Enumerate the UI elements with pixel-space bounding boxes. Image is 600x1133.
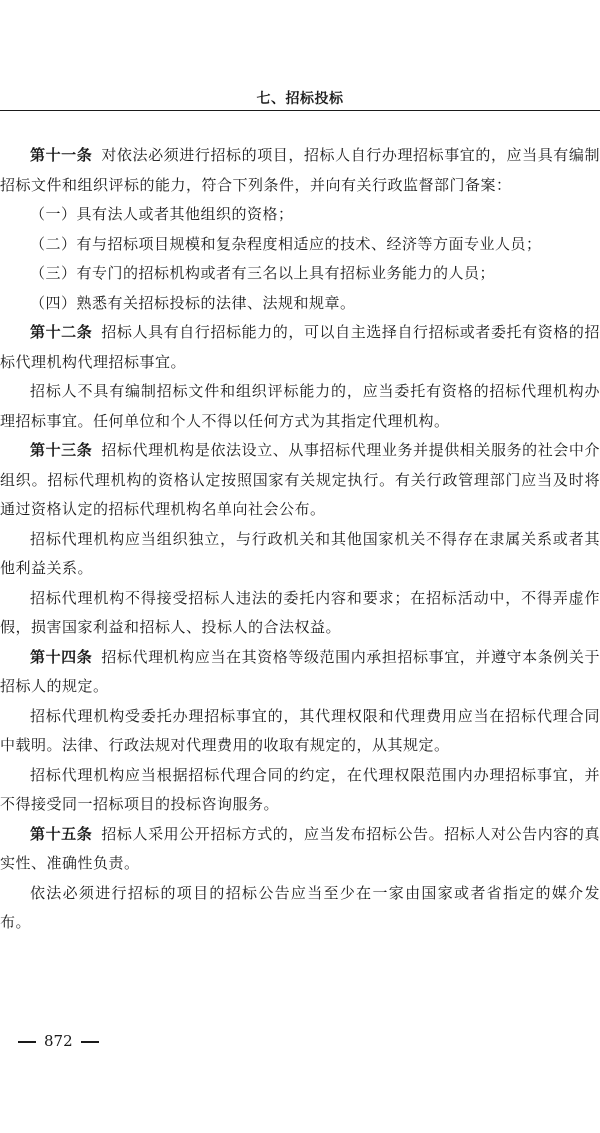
list-item: （四）熟悉有关招标投标的法律、法规和规章。: [30, 293, 356, 312]
list-item: （三）有专门的招标机构或者有三名以上具有招标业务能力的人员；: [30, 264, 496, 282]
paragraph: 招标人不具有编制招标文件和组织评标能力的，应当委托有资格的招标代理机构办理招标事宜。任何单位和个人不得以任何方式为其指定代理机构。: [0, 382, 600, 430]
article-11: [0, 141, 600, 200]
article-number: 第十四条: [30, 647, 93, 666]
article-text: 对依法必须进行招标的项目，招标人自行办理招标事宜的，应当具有编制招标文件和组织评标的能力，符合下列条件，并向有关行政监督部门备案：: [0, 146, 600, 194]
paragraph: 招标代理机构不得接受招标人违法的委托内容和要求；在招标活动中，不得弄虚作假，损害国家利益和招标人、投标人的合法权益。: [0, 588, 600, 636]
paragraph: 招标代理机构应当根据招标代理合同的约定，在代理权限范围内办理招标事宜，并不得接受同一招标项目的投标咨询服务。: [0, 765, 600, 813]
list-item: （一）具有法人或者其他组织的资格；: [30, 205, 294, 223]
article-number: 第十五条: [30, 824, 93, 843]
header-rule: [0, 110, 600, 111]
dash-left: [18, 1041, 36, 1043]
article-text: 招标代理机构应当在其资格等级范围内承担招标事宜，并遵守本条例关于招标人的规定。: [0, 647, 600, 695]
paragraph: 依法必须进行招标的项目的招标公告应当至少在一家由国家或者省指定的媒介发布。: [0, 883, 600, 931]
article-number: 第十一条: [30, 146, 93, 164]
page-footer: [18, 1030, 99, 1052]
article-number: 第十三条: [30, 441, 93, 459]
article-text: 招标代理机构是依法设立、从事招标代理业务并提供相关服务的社会中介组织。招标代理机构的资格认定按照国家有关规定执行。有关行政管理部门应当及时将通过资格认定的招标代理机构名单向社会公布。: [0, 441, 600, 518]
running-header: 七、招标投标: [256, 91, 344, 107]
article-15: [0, 820, 600, 879]
article-14: [0, 643, 600, 702]
article-12: [0, 318, 600, 377]
article-text: 招标人具有自行招标能力的，可以自主选择自行招标或者委托有资格的招标代理机构代理招标事宜。: [0, 323, 600, 371]
paragraph: 招标代理机构应当组织独立，与行政机关和其他国家机关不得存在隶属关系或者其他利益关系。: [0, 529, 600, 577]
paragraph: 招标代理机构受委托办理招标事宜的，其代理权限和代理费用应当在招标代理合同中载明。法律、行政法规对代理费用的收取有规定的，从其规定。: [0, 706, 600, 754]
dash-right: [81, 1041, 99, 1043]
list-item: （二）有与招标项目规模和复杂程度相适应的技术、经济等方面专业人员；: [30, 234, 542, 253]
document-body: [0, 141, 600, 938]
article-number: 第十二条: [30, 323, 93, 341]
article-text: 招标人采用公开招标方式的，应当发布招标公告。招标人对公告内容的真实性、准确性负责。: [0, 824, 600, 872]
article-13: [0, 436, 600, 525]
page-number: 872: [44, 1032, 73, 1050]
